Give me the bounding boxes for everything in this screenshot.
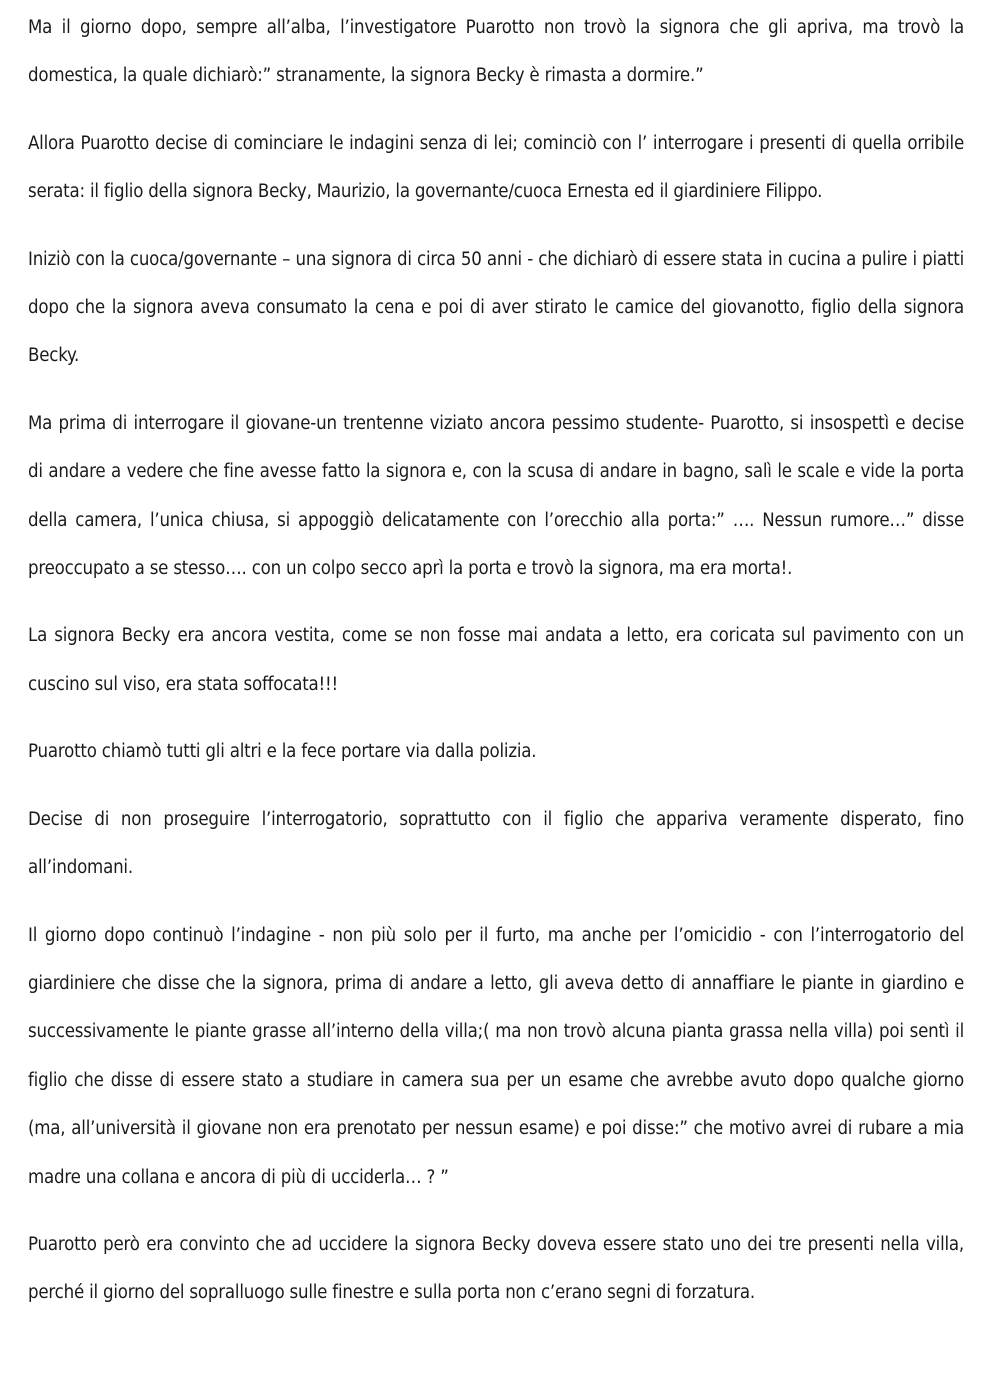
- paragraph-6: Puarotto chiamò tutti gli altri e la fece portare via dalla polizia.: [28, 741, 537, 763]
- paragraph-3: Iniziò con la cuoca/governante – una signora di circa 50 anni - che dichiarò di essere stata in cucina a pulire i piatti dopo che la signora aveva consumato la cena e poi di aver stirato le camice del giovanotto, figlio della signora Becky.: [28, 248, 964, 367]
- paragraph-8: Il giorno dopo continuò l’indagine - non più solo per il furto, ma anche per l’omicidio - con l’interrogatorio del giardiniere che disse che la signora, prima di andare a letto, gli aveva detto di annaffiare le piante in giardino e successivamente le piante grasse all’interno della villa;( ma non trovò alcuna pianta grassa nella villa) poi sentì il figlio che disse di essere stato a studiare in camera sua per un esame che avrebbe avuto dopo qualche giorno (ma, all’università il giovane non era prenotato per nessun esame) e poi disse:” che motivo avrei di rubare a mia madre una collana e ancora di più di ucciderla… ? ”: [28, 924, 964, 1188]
- paragraph-7: Decise di non proseguire l’interrogatorio, soprattutto con il figlio che appariva veramente disperato, fino all’indomani.: [28, 808, 964, 879]
- paragraph-5: La signora Becky era ancora vestita, come se non fosse mai andata a letto, era coricata sul pavimento con un cuscino sul viso, era stata soffocata!!!: [28, 625, 964, 695]
- paragraph-9: Puarotto però era convinto che ad uccidere la signora Becky doveva essere stato uno dei tre presenti nella villa, perché il giorno del sopralluogo sulle finestre e sulla porta non c’erano segni di forzatura.: [28, 1233, 964, 1304]
- paragraph-1: Ma il giorno dopo, sempre all’alba, l’investigatore Puarotto non trovò la signora che gli apriva, ma trovò la domestica, la quale dichiarò:” stranamente, la signora Becky è rimasta a dormire.”: [28, 17, 964, 87]
- paragraph-2: Allora Puarotto decise di cominciare le indagini senza di lei; cominciò con l’ interrogare i presenti di quella orribile serata: il figlio della signora Becky, Maurizio, la governante/cuoca Ernesta ed il giardiniere Filippo.: [28, 132, 964, 203]
- document-page: [28, 0, 964, 1337]
- paragraph-4: Ma prima di interrogare il giovane-un trentenne viziato ancora pessimo studente- Puarotto, si insospettì e decise di andare a vedere che fine avesse fatto la signora e, con la scusa di andare in bagno, salì le scale e vide la porta della camera, l’unica chiusa, si appoggiò delicatamente con l’orecchio alla porta:” …. Nessun rumore…” disse preoccupato a se stesso…. con un colpo secco aprì la porta e trovò la signora, ma era morta!.: [28, 412, 964, 580]
